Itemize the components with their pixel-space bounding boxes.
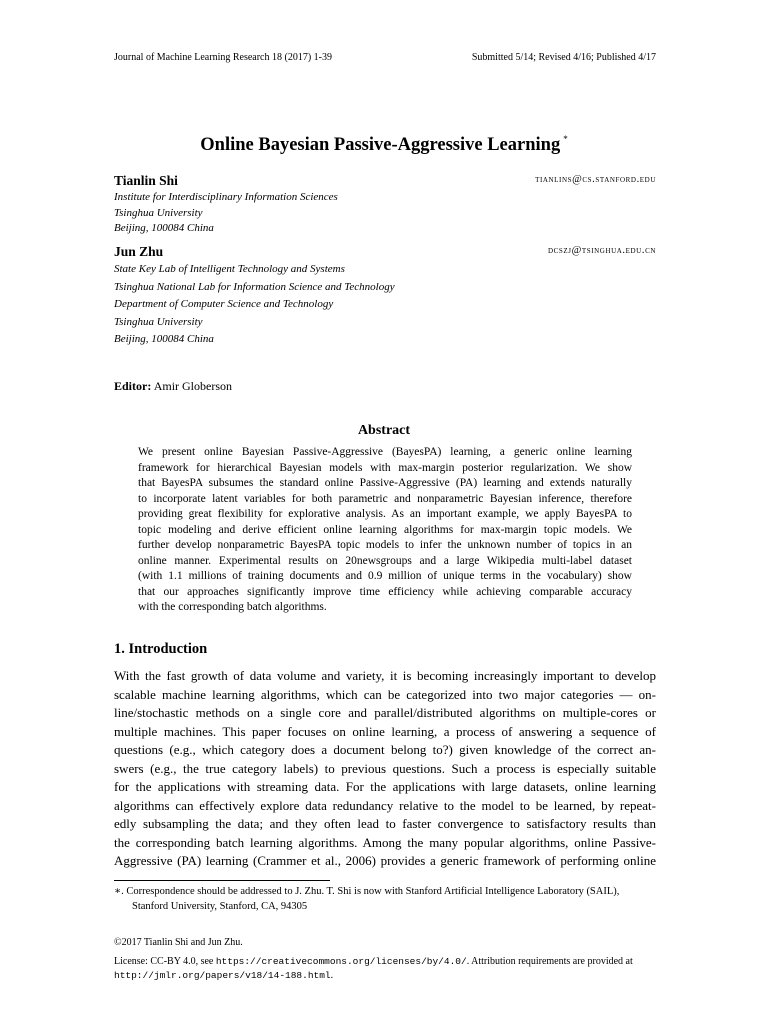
editor-line xyxy=(114,378,232,394)
license-suffix: . xyxy=(330,970,334,981)
affiliation-line: Tsinghua University xyxy=(114,315,203,328)
author-block-1 xyxy=(114,172,656,237)
abstract-line: to incorporate latent variables for both parametric and nonparametric Bayesian inference, therefore xyxy=(138,492,632,505)
license-url-link[interactable]: https://creativecommons.org/licenses/by/4.0/ xyxy=(215,956,467,967)
body-line: Aggressive (PA) learning (Crammer et al., 2006) provides a generic framework of performing online xyxy=(114,853,656,868)
abstract-heading: Abstract xyxy=(357,423,411,438)
body-line: edly subsampling the data; and they often lead to faster convergence to satisfactory results than xyxy=(114,816,656,831)
running-header-dates: Submitted 5/14; Revised 4/16; Published 4/17 xyxy=(471,52,656,63)
affiliation-line: Tsinghua University xyxy=(114,206,203,219)
abstract-body xyxy=(138,445,632,616)
paper-title xyxy=(0,127,768,157)
affiliation-line: Institute for Interdisciplinary Information Sciences xyxy=(114,191,338,203)
abstract-line: further develop nonparametric BayesPA topic models to infer the unknown number of topics in an xyxy=(138,539,632,551)
affiliation-line: Department of Computer Science and Technology xyxy=(114,298,334,311)
footnote-line: ∗. Correspondence should be addressed to J. Zhu. T. Shi is now with Stanford Artificial Intelligence Laboratory (SAIL), xyxy=(114,886,620,897)
abstract-line: that BayesPA subsumes the standard online Passive-Aggressive (PA) learning and extends naturally xyxy=(138,477,632,489)
author-name: Jun Zhu xyxy=(114,244,164,259)
author-block-2 xyxy=(114,243,656,349)
abstract-line: framework for hierarchical Bayesian models with max-margin posterior regularization. We show xyxy=(138,461,632,474)
body-line: for the applications with streaming data. For the applications with large datasets, online learning xyxy=(114,779,656,794)
body-line: algorithms can effectively explore data redundancy relative to the model to be learned, by repeat- xyxy=(114,797,656,813)
body-line: scalable machine learning algorithms, which can be categorized into two major categories — on- xyxy=(114,686,656,702)
abstract-line: online manner. Experimental results on 20newsgroups and a large Wikipedia multi-label dataset xyxy=(138,554,632,567)
abstract-line: We present online Bayesian Passive-Aggressive (BayesPA) learning, a generic online learning xyxy=(138,446,632,458)
footnote-line: Stanford University, Stanford, CA, 94305 xyxy=(132,900,308,912)
body-line: line/stochastic methods on a single core and parallel/distributed algorithms on multiple-cores or xyxy=(114,705,656,720)
body-line: multiple machines. This paper focuses on online learning, a process of answering a sequence of xyxy=(114,723,656,739)
affiliation-line: Tsinghua National Lab for Information Science and Technology xyxy=(114,280,395,293)
abstract-line: providing great flexibility for explorative analysis. As an important example, we apply BayesPA to xyxy=(138,508,632,520)
section-heading: 1. Introduction xyxy=(114,641,208,657)
editor-label: Editor: xyxy=(114,379,152,393)
author-name: Tianlin Shi xyxy=(114,173,178,188)
author-email[interactable]: tianlins@cs.stanford.edu xyxy=(535,174,656,185)
body-line: questions (e.g., which category does a document belong to?) given knowledge of the correct an- xyxy=(114,742,656,757)
body-line: swers (e.g., the true category labels) to previous questions. Such a process is especially suitable xyxy=(114,760,656,776)
affiliation-line: State Key Lab of Intelligent Technology and Systems xyxy=(114,263,345,275)
editor-name: Amir Globerson xyxy=(153,379,233,393)
abstract-line: that our approaches significantly improve time efficiency while achieving comparable accuracy xyxy=(138,585,632,598)
license-prefix: License: CC-BY 4.0, see xyxy=(114,956,216,967)
author-email[interactable]: dcszj@tsinghua.edu.cn xyxy=(547,245,656,256)
copyright-notice: ©2017 Tianlin Shi and Jun Zhu. xyxy=(114,937,243,948)
license-middle: . Attribution requirements are provided at xyxy=(466,956,633,967)
body-line: the corresponding batch learning algorithms. Among the many popular algorithms, online Passive- xyxy=(114,834,656,850)
abstract-line: (with 1.1 millions of training documents and 0.9 million of unique terms in the vocabulary) show xyxy=(138,570,632,582)
affiliation-line: Beijing, 100084 China xyxy=(114,222,214,234)
running-header-journal: Journal of Machine Learning Research 18 (2017) 1-39 xyxy=(114,52,332,63)
body-line: With the fast growth of data volume and variety, it is becoming increasingly important to develop xyxy=(114,668,656,683)
title-footnote-mark: * xyxy=(563,134,568,144)
footnote xyxy=(114,885,656,914)
affiliation-line: Beijing, 100084 China xyxy=(114,333,214,346)
introduction-body xyxy=(114,667,656,871)
footnote-divider xyxy=(114,880,330,881)
paper-title-text: Online Bayesian Passive-Aggressive Learning xyxy=(200,135,561,155)
paper-url-link[interactable]: http://jmlr.org/papers/v18/14-188.html xyxy=(114,970,331,981)
abstract-line: topic modeling and derive efficient online learning algorithms for max-margin topic models. We xyxy=(138,523,632,536)
abstract-line: with the corresponding batch algorithms. xyxy=(138,601,327,613)
license-notice xyxy=(114,955,656,983)
